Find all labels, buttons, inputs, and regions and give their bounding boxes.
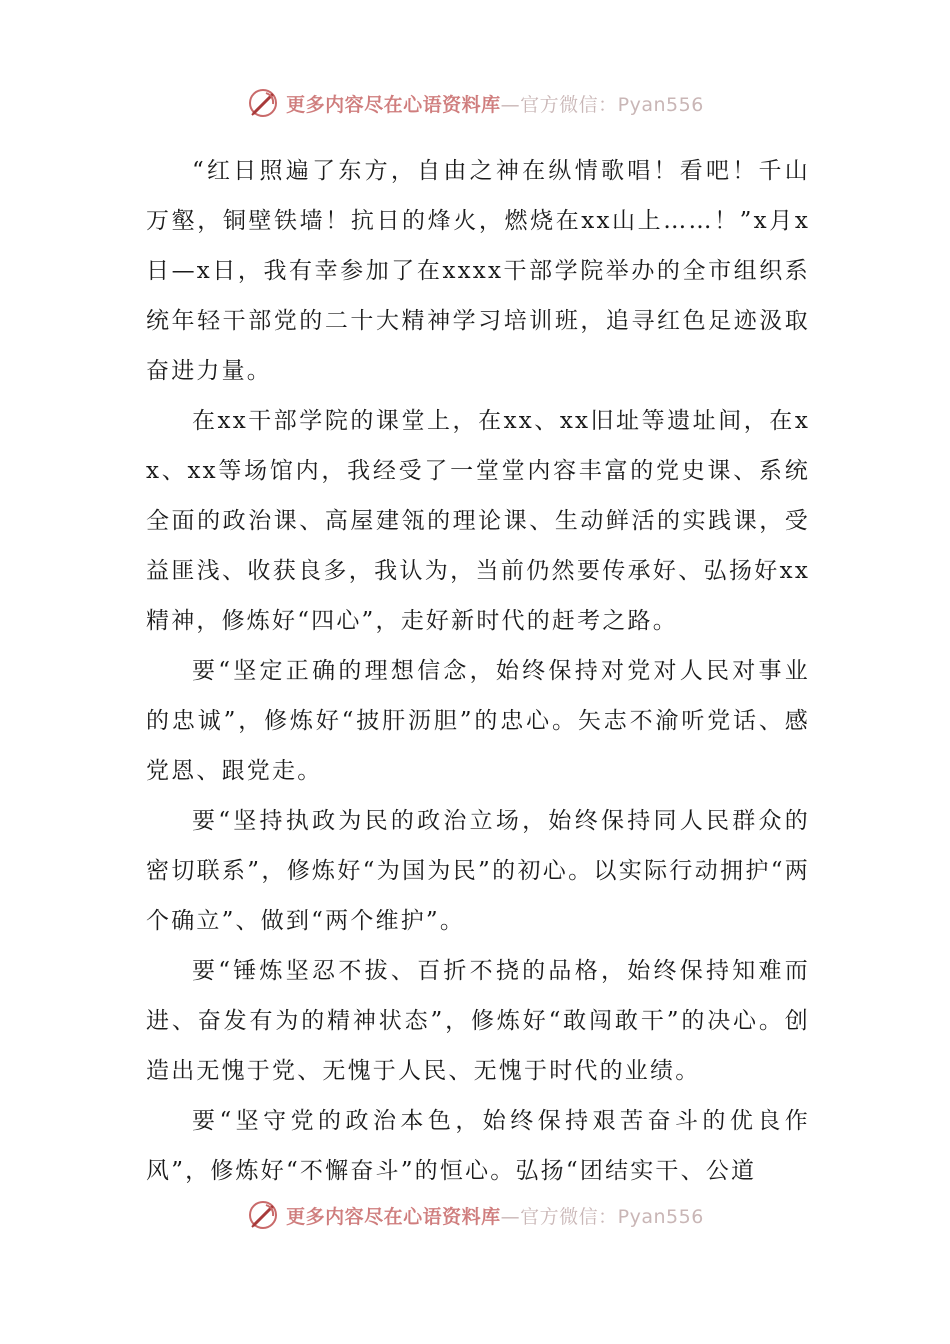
paragraph-6: 要“坚守党的政治本色，始终保持艰苦奋斗的优良作风”，修炼好“不懈奋斗”的恒心。弘扬“团结实干、公道 [146, 1108, 810, 1184]
footer-watermark-banner [0, 1198, 950, 1244]
pen-logo-icon [246, 86, 280, 120]
header-banner-text [286, 90, 704, 117]
paragraph-5: 要“锤炼坚忍不拔、百折不挠的品格，始终保持知难而进、奋发有为的精神状态”，修炼好“敢闯敢干”的决心。创造出无愧于党、无愧于人民、无愧于时代的业绩。 [146, 958, 810, 1084]
footer-banner-rest: —官方微信：Pyan556 [500, 1205, 704, 1228]
document-body [146, 146, 810, 1196]
footer-banner-text [286, 1202, 704, 1229]
pen-logo-icon [246, 1198, 280, 1232]
paragraph-1: “红日照遍了东方，自由之神在纵情歌唱！看吧！千山万壑，铜壁铁墙！抗日的烽火，燃烧在xx山上……！”x月x日—x日，我有幸参加了在xxxx干部学院举办的全市组织系统年轻干部党的二十大精神学习培训班，追寻红色足迹汲取奋进力量。 [146, 158, 810, 384]
paragraph-4: 要“坚持执政为民的政治立场，始终保持同人民群众的密切联系”，修炼好“为国为民”的初心。以实际行动拥护“两个确立”、做到“两个维护”。 [146, 808, 810, 934]
footer-banner-highlight: 更多内容尽在心语资料库 [286, 1205, 501, 1228]
paragraph-2: 在xx干部学院的课堂上，在xx、xx旧址等遗址间，在xx、xx等场馆内，我经受了一堂堂内容丰富的党史课、系统全面的政治课、高屋建瓴的理论课、生动鲜活的实践课，受益匪浅、收获良多，我认为，当前仍然要传承好、弘扬好xx精神，修炼好“四心”，走好新时代的赶考之路。 [146, 408, 810, 634]
paragraph-3: 要“坚定正确的理想信念，始终保持对党对人民对事业的忠诚”，修炼好“披肝沥胆”的忠心。矢志不渝听党话、感党恩、跟党走。 [146, 658, 810, 784]
header-watermark-banner [0, 78, 950, 128]
header-banner-rest: —官方微信：Pyan556 [500, 93, 704, 116]
header-banner-highlight: 更多内容尽在心语资料库 [286, 93, 501, 116]
